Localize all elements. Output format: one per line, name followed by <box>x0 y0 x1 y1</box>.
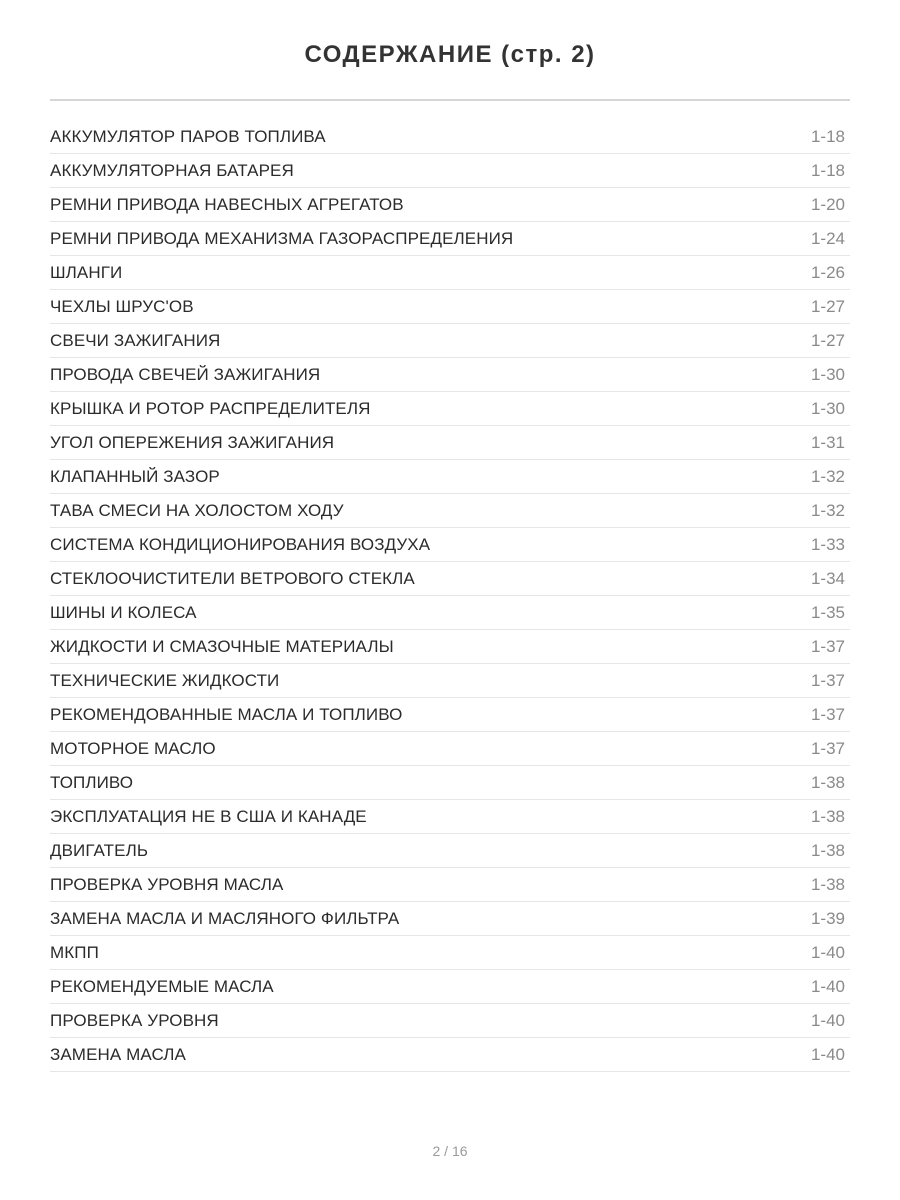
toc-entry-label: ПРОВЕРКА УРОВНЯ <box>50 1010 219 1030</box>
toc-entry-label: МОТОРНОЕ МАСЛО <box>50 738 216 758</box>
toc-entry[interactable] <box>50 460 850 494</box>
toc-entry[interactable] <box>50 222 850 256</box>
toc-entry-page-number: 1-38 <box>810 874 845 894</box>
toc-entry-label: АККУМУЛЯТОРНАЯ БАТАРЕЯ <box>50 160 294 180</box>
toc-entry-page-number: 1-35 <box>810 602 845 622</box>
toc-entry-page-number: 1-30 <box>810 364 845 384</box>
toc-entry-page-number: 1-38 <box>810 806 845 826</box>
toc-entry-page-number: 1-38 <box>810 840 845 860</box>
toc-entry[interactable] <box>50 324 850 358</box>
toc-entry-label: ШИНЫ И КОЛЕСА <box>50 602 197 622</box>
toc-entry-label: ТОПЛИВО <box>50 772 134 792</box>
toc-entry[interactable] <box>50 834 850 868</box>
toc-entry-page-number: 1-26 <box>810 262 845 282</box>
toc-entry-page-number: 1-37 <box>810 738 845 758</box>
toc-entry[interactable] <box>50 1004 850 1038</box>
toc-entry[interactable] <box>50 426 850 460</box>
toc-entry-page-number: 1-37 <box>810 670 845 690</box>
toc-entry-label: АККУМУЛЯТОР ПАРОВ ТОПЛИВА <box>50 126 326 146</box>
toc-entry-page-number: 1-32 <box>810 466 845 486</box>
toc-entry-label: ТЕХНИЧЕСКИЕ ЖИДКОСТИ <box>50 670 280 690</box>
toc-entry[interactable] <box>50 154 850 188</box>
toc-entry[interactable] <box>50 698 850 732</box>
toc-entry[interactable] <box>50 1038 850 1072</box>
toc-entry-label: СВЕЧИ ЗАЖИГАНИЯ <box>50 330 221 350</box>
toc-entry-page-number: 1-18 <box>810 126 845 146</box>
toc-entry-page-number: 1-40 <box>810 1010 845 1030</box>
table-of-contents <box>50 120 850 1072</box>
toc-entry-label: ДВИГАТЕЛЬ <box>50 840 149 860</box>
toc-entry[interactable] <box>50 562 850 596</box>
toc-entry-label: ПРОВЕРКА УРОВНЯ МАСЛА <box>50 874 284 894</box>
toc-entry[interactable] <box>50 800 850 834</box>
title-divider <box>50 99 850 101</box>
toc-entry-page-number: 1-40 <box>810 976 845 996</box>
toc-entry-label: КЛАПАННЫЙ ЗАЗОР <box>50 466 220 486</box>
toc-entry[interactable] <box>50 256 850 290</box>
toc-entry-page-number: 1-37 <box>810 636 845 656</box>
toc-entry[interactable] <box>50 358 850 392</box>
toc-entry-label: РЕМНИ ПРИВОДА МЕХАНИЗМА ГАЗОРАСПРЕДЕЛЕНИЯ <box>50 228 514 248</box>
toc-entry-label: СТЕКЛООЧИСТИТЕЛИ ВЕТРОВОГО СТЕКЛА <box>50 568 415 588</box>
toc-entry-page-number: 1-24 <box>810 228 845 248</box>
toc-entry[interactable] <box>50 902 850 936</box>
toc-entry-label: ЖИДКОСТИ И СМАЗОЧНЫЕ МАТЕРИАЛЫ <box>50 636 394 656</box>
page-indicator: 2 / 16 <box>432 1143 468 1159</box>
toc-entry-label: РЕМНИ ПРИВОДА НАВЕСНЫХ АГРЕГАТОВ <box>50 194 404 214</box>
toc-entry-label: РЕКОМЕНДУЕМЫЕ МАСЛА <box>50 976 274 996</box>
toc-entry-page-number: 1-40 <box>810 1044 845 1064</box>
toc-entry[interactable] <box>50 596 850 630</box>
toc-entry-label: ЧЕХЛЫ ШРУС'ОВ <box>50 296 194 316</box>
toc-entry-label: ЭКСПЛУАТАЦИЯ НЕ В США И КАНАДЕ <box>50 806 367 826</box>
toc-entry-page-number: 1-31 <box>810 432 845 452</box>
toc-entry-page-number: 1-33 <box>810 534 845 554</box>
toc-entry-label: ЗАМЕНА МАСЛА И МАСЛЯНОГО ФИЛЬТРА <box>50 908 400 928</box>
toc-entry-page-number: 1-20 <box>810 194 845 214</box>
toc-entry-label: ШЛАНГИ <box>50 262 123 282</box>
toc-entry-label: УГОЛ ОПЕРЕЖЕНИЯ ЗАЖИГАНИЯ <box>50 432 335 452</box>
toc-entry-label: СИСТЕМА КОНДИЦИОНИРОВАНИЯ ВОЗДУХА <box>50 534 431 554</box>
toc-entry-label: МКПП <box>50 942 99 962</box>
toc-entry[interactable] <box>50 120 850 154</box>
toc-entry-page-number: 1-40 <box>810 942 845 962</box>
toc-entry[interactable] <box>50 936 850 970</box>
toc-entry[interactable] <box>50 732 850 766</box>
toc-entry-page-number: 1-38 <box>810 772 845 792</box>
toc-entry-page-number: 1-39 <box>810 908 845 928</box>
toc-entry-page-number: 1-34 <box>810 568 845 588</box>
toc-entry-page-number: 1-27 <box>810 296 845 316</box>
toc-entry[interactable] <box>50 528 850 562</box>
toc-entry[interactable] <box>50 868 850 902</box>
toc-entry[interactable] <box>50 494 850 528</box>
toc-entry-label: ТАВА СМЕСИ НА ХОЛОСТОМ ХОДУ <box>50 500 344 520</box>
page-title: СОДЕРЖАНИЕ (стр. 2) <box>304 41 596 68</box>
toc-entry-page-number: 1-37 <box>810 704 845 724</box>
toc-entry-label: ПРОВОДА СВЕЧЕЙ ЗАЖИГАНИЯ <box>50 364 321 384</box>
toc-entry[interactable] <box>50 392 850 426</box>
toc-entry-label: КРЫШКА И РОТОР РАСПРЕДЕЛИТЕЛЯ <box>50 398 371 418</box>
toc-entry-page-number: 1-32 <box>810 500 845 520</box>
toc-entry-page-number: 1-18 <box>810 160 845 180</box>
toc-entry[interactable] <box>50 630 850 664</box>
toc-entry[interactable] <box>50 290 850 324</box>
toc-entry-label: РЕКОМЕНДОВАННЫЕ МАСЛА И ТОПЛИВО <box>50 704 403 724</box>
toc-entry[interactable] <box>50 766 850 800</box>
toc-entry-page-number: 1-30 <box>810 398 845 418</box>
toc-entry-page-number: 1-27 <box>810 330 845 350</box>
toc-entry-label: ЗАМЕНА МАСЛА <box>50 1044 186 1064</box>
toc-entry[interactable] <box>50 664 850 698</box>
toc-entry[interactable] <box>50 188 850 222</box>
toc-entry[interactable] <box>50 970 850 1004</box>
